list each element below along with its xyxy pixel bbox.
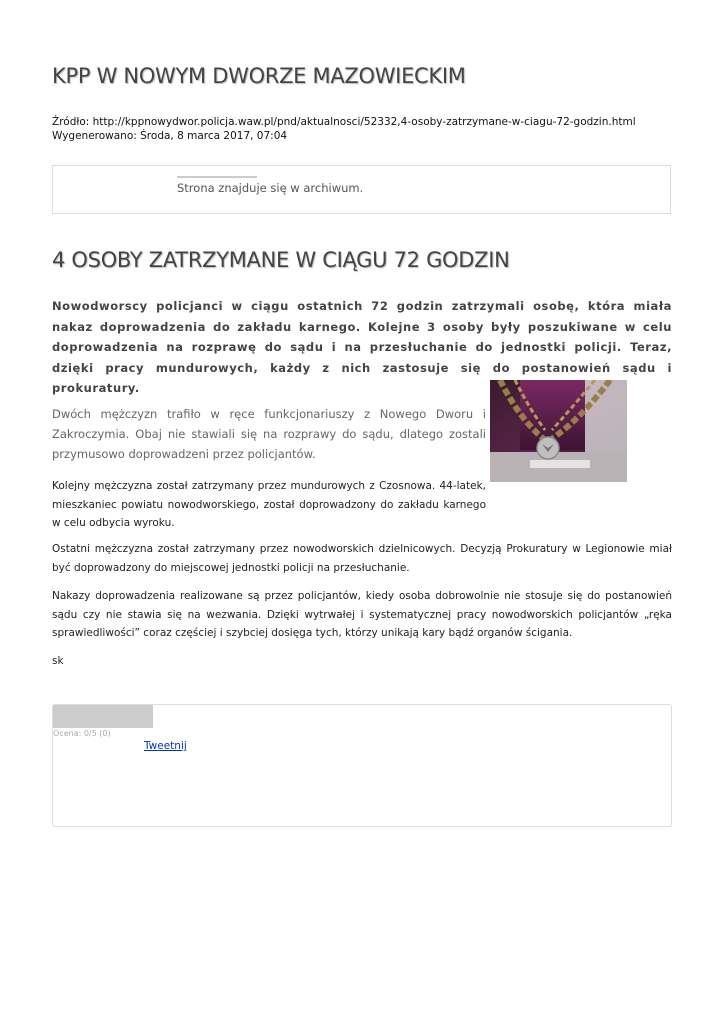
- article-paragraph: Ostatni mężczyzna został zatrzymany przez nowodworskich dzielnicowych. Decyzją Prokuratury w Legionowie miał być doprowadzony do miejscowej jednostki policji na przesłuchanie.: [52, 543, 672, 574]
- tweet-link[interactable]: Tweetnij: [144, 740, 187, 752]
- source-url: Źródło: http://kppnowydwor.policja.waw.pl/pnd/aktualnosci/52332,4-osoby-zatrzymane-w-ciagu-72-godzin.html: [52, 116, 636, 128]
- judge-chain-image: [490, 380, 627, 482]
- article-paragraph: Dwóch mężczyzn trafiło w ręce funkcjonariuszy z Nowego Dworu i Zakroczymia. Obaj nie stawiali się na rozprawy do sądu, dlatego zostali przymusowo doprowadzeni przez policjantów.: [52, 407, 486, 461]
- article-author: sk: [52, 655, 64, 667]
- rating-label: Ocena: 0/5 (0): [53, 729, 111, 738]
- page-meta: [52, 115, 636, 143]
- site-title: KPP W NOWYM DWORZE MAZOWIECKIM: [52, 64, 466, 88]
- article-lead: Nowodworscy policjanci w ciągu ostatnich 72 godzin zatrzymali osobę, która miała nakaz doprowadzenia do zakładu karnego. Kolejne 3 osoby były poszukiwane w celu doprowadzenia na rozprawę do sądu i na przesłuchanie do jednostki policji. Teraz, dzięki pracy mundurowych, każdy z nich zastosuje się do postanowień sądu i prokuratury.: [52, 299, 672, 395]
- article-title: 4 OSOBY ZATRZYMANE W CIĄGU 72 GODZIN: [52, 248, 510, 272]
- rating-stars-bar[interactable]: [53, 705, 153, 728]
- rating-box: [52, 704, 672, 827]
- archive-divider: [177, 176, 257, 178]
- article-paragraph: Kolejny mężczyzna został zatrzymany przez mundurowych z Czosnowa. 44-latek, mieszkaniec powiatu nowodworskiego, został doprowadzony do zakładu karnego w celu odbycia wyroku.: [52, 480, 486, 529]
- archive-notice: [52, 165, 671, 214]
- article-paragraph: Nakazy doprowadzenia realizowane są przez policjantów, kiedy osoba dobrowolnie nie stosuje się do postanowień sądu czy nie stawia się na wezwania. Dzięki wytrwałej i systematycznej pracy nowodworskich policjantów „ręka sprawiedliwości” coraz częściej i szybciej dosięga tych, którzy unikają kary bądź organów ścigania.: [52, 590, 672, 639]
- generated-date: Wygenerowano: Środa, 8 marca 2017, 07:04: [52, 130, 288, 142]
- archive-message: Strona znajduje się w archiwum.: [177, 181, 364, 195]
- article-photo: [490, 380, 627, 482]
